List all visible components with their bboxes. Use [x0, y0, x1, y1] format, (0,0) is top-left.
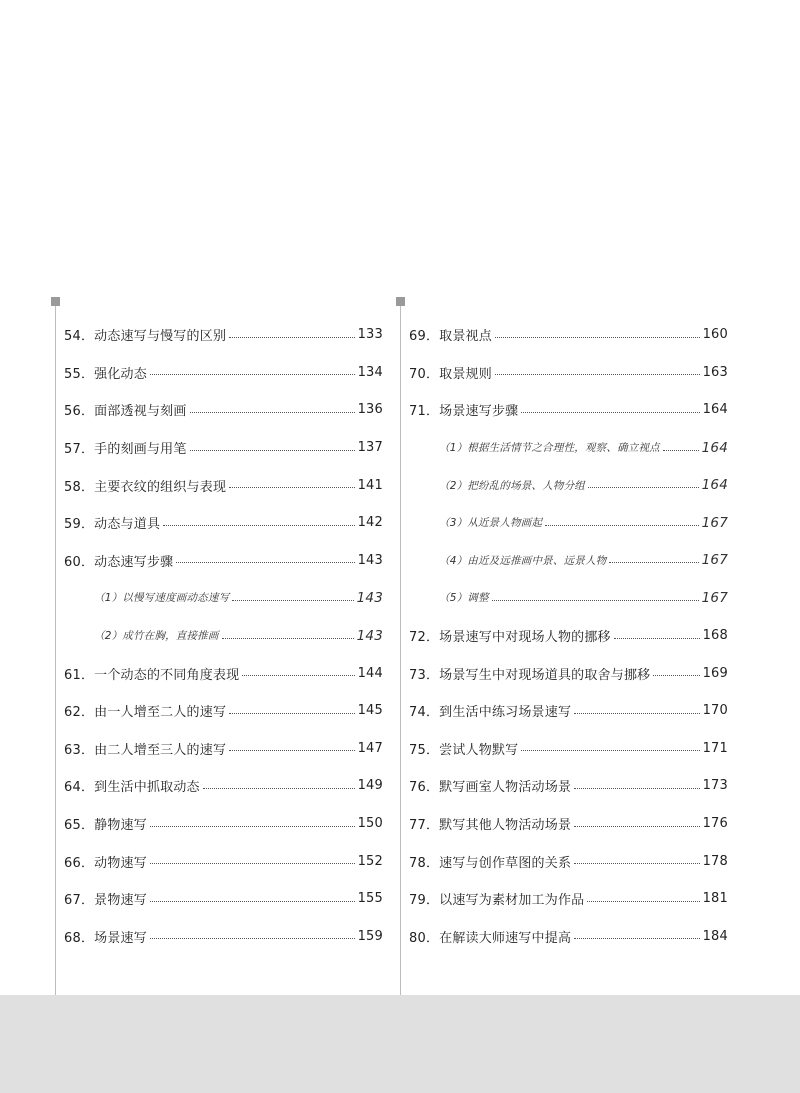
toc-entry[interactable] — [64, 654, 383, 692]
dot-leader — [587, 900, 699, 902]
toc-entry-title: 70．取景规则 — [409, 366, 492, 382]
toc-entry[interactable] — [64, 692, 383, 730]
toc-entry[interactable] — [64, 842, 383, 880]
toc-entry[interactable] — [409, 730, 728, 768]
toc-entry-title: 71．场景速写步骤 — [409, 404, 519, 420]
toc-entry-title: 55．强化动态 — [64, 366, 147, 382]
dot-leader — [232, 599, 353, 601]
toc-entry-page-number: 164 — [701, 477, 728, 494]
dot-leader — [495, 373, 700, 375]
toc-entry-page-number: 170 — [702, 703, 728, 719]
dot-leader — [150, 825, 355, 827]
toc-entry-page-number: 143 — [356, 589, 383, 606]
toc-entry-page-number: 173 — [702, 778, 728, 794]
toc-entry-title: 78．速写与创作草图的关系 — [409, 855, 572, 871]
dot-leader — [203, 787, 355, 789]
toc-entry-page-number: 164 — [701, 439, 728, 456]
toc-entry-title: 68．场景速写 — [64, 930, 147, 946]
dot-leader — [574, 712, 699, 714]
toc-entry-title: （2）把纷乱的场景、人物分组 — [439, 479, 585, 492]
toc-entry[interactable] — [64, 466, 383, 504]
toc-entry-page-number: 160 — [702, 327, 728, 343]
toc-entry[interactable] — [409, 918, 728, 956]
toc-entry-page-number: 149 — [357, 778, 383, 794]
dot-leader — [614, 637, 700, 639]
dot-leader — [150, 900, 355, 902]
toc-entry[interactable] — [409, 880, 728, 918]
toc-entry-title: 77．默写其他人物活动场景 — [409, 818, 572, 834]
toc-entry[interactable] — [409, 391, 728, 429]
toc-entry[interactable] — [64, 767, 383, 805]
dot-leader — [521, 749, 699, 751]
dot-leader — [521, 411, 699, 413]
dot-leader — [176, 561, 354, 563]
toc-entry-page-number: 155 — [357, 891, 383, 907]
toc-entry-title: 75．尝试人物默写 — [409, 742, 519, 758]
toc-entry-page-number: 143 — [356, 627, 383, 644]
toc-entry[interactable] — [64, 880, 383, 918]
toc-subentry[interactable] — [409, 466, 728, 504]
toc-entry-title: 57．手的刻画与用笔 — [64, 442, 187, 458]
toc-entry-page-number: 147 — [357, 740, 383, 756]
toc-entry[interactable] — [64, 918, 383, 956]
toc-entry-title: （1）根据生活情节之合理性，观察、确立视点 — [439, 442, 660, 455]
dot-leader — [229, 712, 354, 714]
toc-entry[interactable] — [64, 504, 383, 542]
toc-entry[interactable] — [409, 842, 728, 880]
toc-entry-title: （4）由近及远推画中景、远景人物 — [439, 554, 607, 567]
dot-leader — [545, 524, 698, 526]
toc-entry-page-number: 136 — [357, 402, 383, 418]
dot-leader — [653, 674, 699, 676]
toc-entry-title: 62．由一人增至二人的速写 — [64, 705, 227, 721]
toc-entry-title: （2）成竹在胸，直接推画 — [94, 630, 219, 643]
toc-entry[interactable] — [64, 805, 383, 843]
dot-leader — [588, 486, 699, 488]
toc-entry-title: 61．一个动态的不同角度表现 — [64, 667, 240, 683]
dot-leader — [229, 336, 354, 338]
toc-entry-title: （1）以慢写速度画动态速写 — [94, 592, 230, 605]
toc-entry-title: 69．取景视点 — [409, 329, 492, 345]
toc-entry[interactable] — [64, 542, 383, 580]
dot-leader — [222, 637, 354, 639]
toc-entry-page-number: 184 — [702, 928, 728, 944]
toc-entry-title: （5）调整 — [439, 592, 489, 605]
toc-entry-page-number: 137 — [357, 440, 383, 456]
toc-entry-page-number: 181 — [702, 891, 728, 907]
dot-leader — [492, 599, 699, 601]
toc-right-column — [409, 316, 728, 955]
dot-leader — [242, 674, 354, 676]
toc-entry-page-number: 176 — [702, 816, 728, 832]
toc-entry-page-number: 168 — [702, 628, 728, 644]
toc-subentry[interactable] — [409, 542, 728, 580]
toc-entry[interactable] — [64, 354, 383, 392]
toc-entry-title: 56．面部透视与刻画 — [64, 404, 187, 420]
toc-entry-title: 65．静物速写 — [64, 818, 147, 834]
toc-entry-page-number: 169 — [702, 665, 728, 681]
toc-entry-page-number: 134 — [357, 364, 383, 380]
right-column-marker — [396, 297, 405, 306]
toc-entry-title: 66．动物速写 — [64, 855, 147, 871]
toc-entry-title: 54．动态速写与慢写的区别 — [64, 329, 227, 345]
toc-entry-page-number: 143 — [357, 552, 383, 568]
dot-leader — [229, 749, 354, 751]
toc-entry[interactable] — [64, 316, 383, 354]
dot-leader — [150, 937, 355, 939]
dot-leader — [190, 411, 355, 413]
dot-leader — [574, 937, 699, 939]
left-column-rule — [55, 304, 56, 995]
dot-leader — [163, 524, 354, 526]
toc-entry-page-number: 145 — [357, 703, 383, 719]
toc-entry-page-number: 167 — [701, 514, 728, 531]
right-column-rule — [400, 304, 401, 995]
toc-entry-title: 64．到生活中抓取动态 — [64, 780, 200, 796]
dot-leader — [229, 486, 354, 488]
dot-leader — [574, 862, 699, 864]
toc-entry[interactable] — [409, 767, 728, 805]
dot-leader — [609, 561, 698, 563]
footer-band — [0, 995, 800, 1093]
toc-entry[interactable] — [409, 354, 728, 392]
dot-leader — [574, 787, 699, 789]
toc-entry-title: （3）从近景人物画起 — [439, 517, 543, 530]
dot-leader — [190, 449, 355, 451]
toc-entry[interactable] — [64, 429, 383, 467]
toc-entry-title: 67．景物速写 — [64, 893, 147, 909]
toc-entry-page-number: 167 — [701, 552, 728, 569]
toc-entry-title: 74．到生活中练习场景速写 — [409, 705, 572, 721]
toc-entry-title: 72．场景速写中对现场人物的挪移 — [409, 630, 611, 646]
toc-entry-page-number: 141 — [357, 477, 383, 493]
dot-leader — [574, 825, 699, 827]
toc-entry-page-number: 159 — [357, 928, 383, 944]
toc-entry-page-number: 171 — [702, 740, 728, 756]
toc-entry[interactable] — [64, 730, 383, 768]
toc-entry-title: 59．动态与道具 — [64, 517, 161, 533]
toc-entry[interactable] — [409, 316, 728, 354]
toc-entry-page-number: 178 — [702, 853, 728, 869]
toc-entry-title: 76．默写画室人物活动场景 — [409, 780, 572, 796]
dot-leader — [150, 373, 355, 375]
toc-entry[interactable] — [64, 391, 383, 429]
toc-entry[interactable] — [409, 617, 728, 655]
toc-entry-page-number: 152 — [357, 853, 383, 869]
toc-entry[interactable] — [409, 692, 728, 730]
toc-entry[interactable] — [409, 805, 728, 843]
toc-subentry[interactable] — [64, 579, 383, 617]
toc-subentry[interactable] — [409, 429, 728, 467]
toc-subentry[interactable] — [64, 617, 383, 655]
dot-leader — [495, 336, 700, 338]
toc-entry-page-number: 133 — [357, 327, 383, 343]
toc-entry-title: 80．在解读大师速写中提高 — [409, 930, 572, 946]
toc-entry[interactable] — [409, 654, 728, 692]
toc-entry-page-number: 144 — [357, 665, 383, 681]
toc-entry-title: 63．由二人增至三人的速写 — [64, 742, 227, 758]
toc-entry-title: 73．场景写生中对现场道具的取舍与挪移 — [409, 667, 651, 683]
toc-subentry[interactable] — [409, 579, 728, 617]
toc-entry-page-number: 150 — [357, 816, 383, 832]
toc-entry-title: 79．以速写为素材加工为作品 — [409, 893, 585, 909]
left-column-marker — [51, 297, 60, 306]
toc-left-column — [64, 316, 383, 955]
toc-entry-title: 58．主要衣纹的组织与表现 — [64, 479, 227, 495]
toc-subentry[interactable] — [409, 504, 728, 542]
toc-entry-title: 60．动态速写步骤 — [64, 554, 174, 570]
dot-leader — [663, 449, 699, 451]
toc-entry-page-number: 167 — [701, 589, 728, 606]
toc-entry-page-number: 164 — [702, 402, 728, 418]
dot-leader — [150, 862, 355, 864]
toc-entry-page-number: 142 — [357, 515, 383, 531]
toc-entry-page-number: 163 — [702, 364, 728, 380]
